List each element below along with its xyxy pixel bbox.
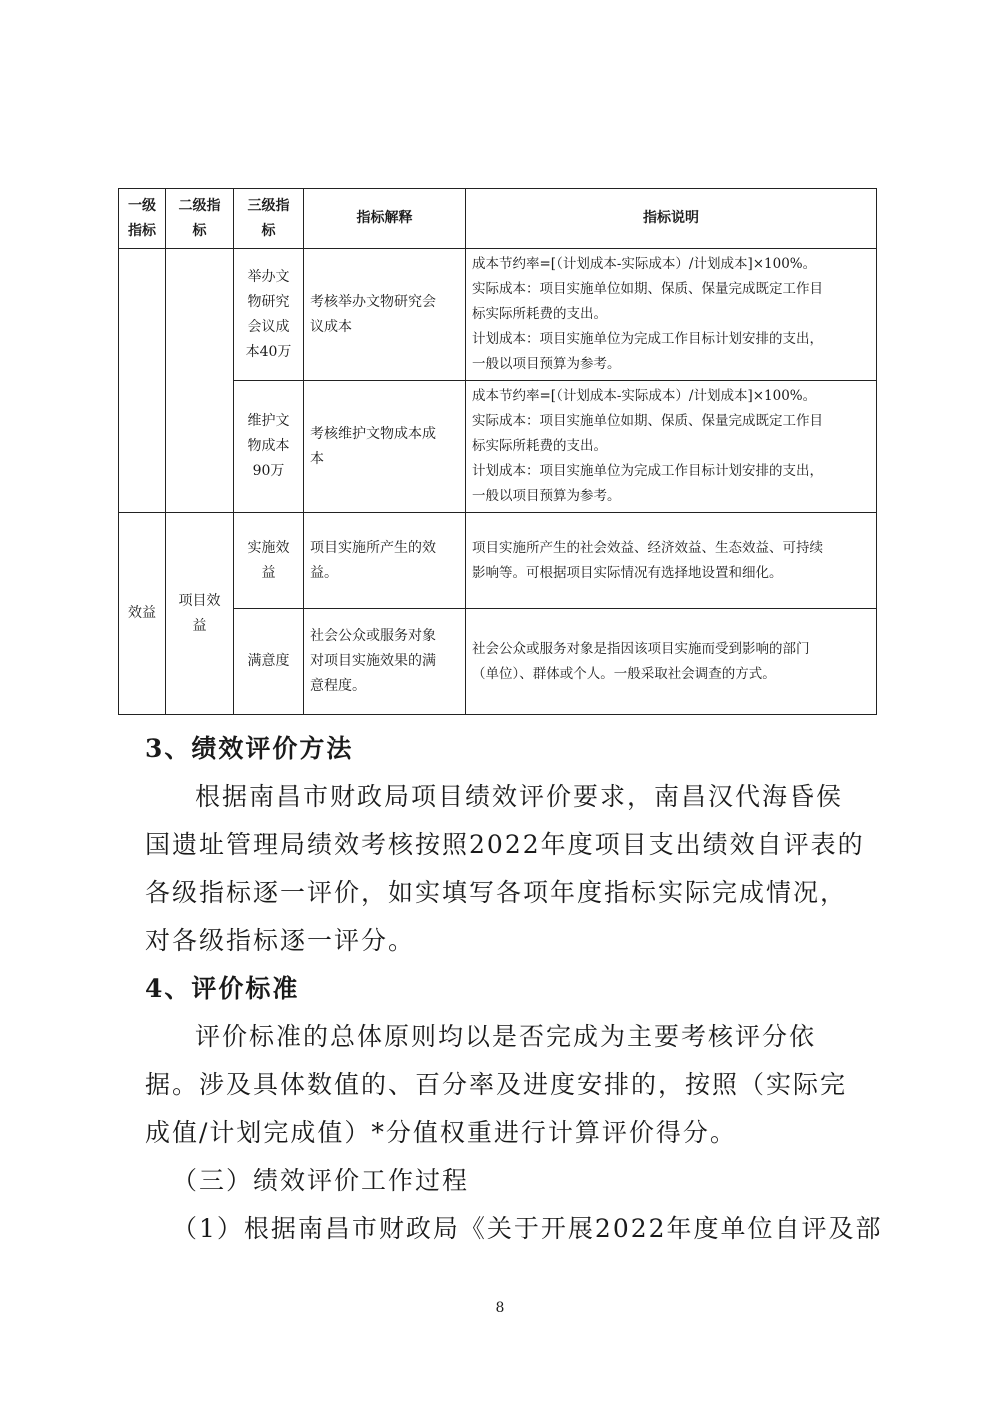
level2-cell-empty bbox=[166, 249, 234, 513]
level3-cell: 维护文 物成本 90万 bbox=[234, 381, 304, 513]
description-line: 成本节约率=[（计划成本-实际成本）/计划成本]×100%。 bbox=[472, 388, 817, 404]
level1-cell-empty bbox=[119, 249, 166, 513]
section-three-heading: （三）绩效评价工作过程 bbox=[172, 1166, 470, 1195]
explanation-cell: 项目实施所产生的效 益。 bbox=[304, 513, 466, 609]
description-cell bbox=[466, 609, 877, 715]
description-line: 实际成本：项目实施单位如期、保质、保量完成既定工作目 bbox=[472, 281, 823, 297]
description-cell bbox=[466, 249, 877, 381]
description-line: 计划成本：项目实施单位为完成工作目标计划安排的支出， bbox=[472, 463, 823, 479]
header-level3: 三级指 标 bbox=[234, 189, 304, 249]
page-number: 8 bbox=[495, 1300, 505, 1316]
description-cell bbox=[466, 513, 877, 609]
description-line: 标实际所耗费的支出。 bbox=[472, 306, 607, 322]
description-line: 计划成本：项目实施单位为完成工作目标计划安排的支出， bbox=[472, 331, 823, 347]
table-header-row bbox=[119, 189, 877, 249]
description-line: 成本节约率=[（计划成本-实际成本）/计划成本]×100%。 bbox=[472, 256, 817, 272]
section4-heading: 4、评价标准 bbox=[145, 974, 300, 1003]
header-explanation: 指标解释 bbox=[304, 189, 466, 249]
description-line: 标实际所耗费的支出。 bbox=[472, 438, 607, 454]
level2-cell: 项目效 益 bbox=[166, 513, 234, 715]
level3-cell: 举办文 物研究 会议成 本40万 bbox=[234, 249, 304, 381]
level3-cell: 实施效 益 bbox=[234, 513, 304, 609]
description-line: （单位）、群体或个人。一般采取社会调查的方式。 bbox=[472, 665, 776, 682]
header-level2: 二级指 标 bbox=[166, 189, 234, 249]
explanation-cell: 考核举办文物研究会 议成本 bbox=[304, 249, 466, 381]
description-line: 社会公众或服务对象是指因该项目实施而受到影响的部门 bbox=[472, 640, 810, 657]
description-line: 项目实施所产生的社会效益、经济效益、生态效益、可持续 bbox=[472, 539, 823, 556]
explanation-cell: 社会公众或服务对象 对项目实施效果的满 意程度。 bbox=[304, 609, 466, 715]
description-line: 一般以项目预算为参考。 bbox=[472, 488, 621, 504]
description-line: 一般以项目预算为参考。 bbox=[472, 356, 621, 372]
indicator-table bbox=[118, 188, 877, 715]
section4-paragraph: 评价标准的总体原则均以是否完成为主要考核评分依据。涉及具体数值的、百分率及进度安排的，按照（实际完成值/计划完成值）*分值权重进行计算评价得分。 bbox=[145, 1022, 848, 1147]
header-level1: 一级 指标 bbox=[119, 189, 166, 249]
section3-heading: 3、绩效评价方法 bbox=[145, 734, 354, 763]
header-description: 指标说明 bbox=[466, 189, 877, 249]
description-line: 实际成本：项目实施单位如期、保质、保量完成既定工作目 bbox=[472, 413, 823, 429]
level1-cell: 效益 bbox=[119, 513, 166, 715]
section3-paragraph: 根据南昌市财政局项目绩效评价要求，南昌汉代海昏侯国遗址管理局绩效考核按照2022年度项目支出绩效自评表的各级指标逐一评价，如实填写各项年度指标实际完成情况，对各级指标逐一评分。 bbox=[145, 782, 865, 955]
description-line: 影响等。可根据项目实际情况有选择地设置和细化。 bbox=[472, 564, 783, 581]
section-three-item1: （1）根据南昌市财政局《关于开展2022年度单位自评及部 bbox=[172, 1214, 883, 1243]
level3-cell: 满意度 bbox=[234, 609, 304, 715]
explanation-cell: 考核维护文物成本成 本 bbox=[304, 381, 466, 513]
table-row bbox=[119, 513, 877, 609]
table-row bbox=[119, 249, 877, 381]
description-cell bbox=[466, 381, 877, 513]
